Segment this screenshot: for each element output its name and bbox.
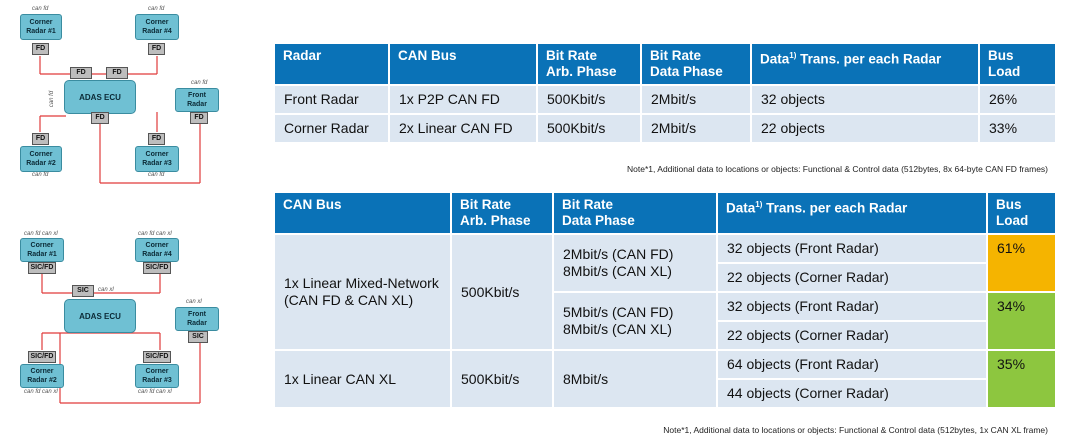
can-fd-xl-logo: can fd can xl	[138, 389, 172, 395]
fd-port: FD	[190, 112, 208, 124]
arb-rate-cell: 500Kbit/s	[451, 350, 553, 408]
can-fd-logo: can fd	[49, 90, 56, 108]
node-label: Corner	[30, 368, 54, 375]
col-header-data-phase: Bit Rate Data Phase	[553, 193, 717, 234]
corner-radar-1-node	[20, 238, 64, 262]
arb-rate-cell: 500Kbit/s	[451, 234, 553, 350]
adas-ecu-node	[64, 299, 136, 333]
front-radar-node	[175, 88, 219, 112]
col-header-data-trans: Data$^{1)}$ Trans. per each Radar	[717, 193, 987, 234]
ecu-label: ADAS ECU	[79, 92, 121, 102]
sic-port: SIC	[188, 331, 208, 343]
bus-load-cell: 34%	[987, 292, 1056, 350]
corner-radar-3-node	[135, 364, 179, 388]
trans-cell: 22 objects	[751, 114, 979, 143]
front-radar-node	[175, 307, 219, 331]
fd-port: FD	[148, 133, 165, 145]
data-rate-cell: 5Mbit/s (CAN FD) 8Mbit/s (CAN XL)	[553, 292, 717, 350]
can-fd-logo: can fd	[148, 172, 165, 178]
node-label: Radar #2	[27, 377, 57, 384]
table-row	[275, 85, 1056, 114]
node-label: Radar	[187, 101, 207, 108]
adas-ecu-node	[64, 80, 136, 114]
can-bus-cell: 1x Linear CAN XL	[275, 350, 451, 408]
trans-cell: 22 objects (Corner Radar)	[717, 321, 987, 350]
table1-footnote: Note*1, Additional data to locations or objects: Functional & Control data (512bytes, 8x 64-byte CAN FD frames)	[627, 164, 1048, 174]
node-label: Radar #4	[142, 28, 172, 35]
bus-load-cell: 61%	[987, 234, 1056, 292]
table2-footnote: Note*1, Additional data to locations or objects: Functional & Control data (512bytes, 1x CAN XL frame)	[663, 425, 1048, 435]
table-row	[275, 234, 1056, 263]
can-fd-logo: can fd	[32, 172, 49, 178]
trans-cell: 64 objects (Front Radar)	[717, 350, 987, 379]
can-fd-topology-diagram	[0, 0, 260, 190]
can-fd-logo: can fd	[32, 6, 49, 12]
can-bus-cell: 1x Linear Mixed-Network (CAN FD & CAN XL)	[275, 234, 451, 350]
can-fd-logo: can fd	[191, 80, 208, 86]
col-header-arb-phase: Bit Rate Arb. Phase	[451, 193, 553, 234]
node-label: Front	[188, 311, 206, 318]
data-rate-cell: 2Mbit/s	[641, 114, 751, 143]
col-header-can-bus: CAN Bus	[275, 193, 451, 234]
can-fd-xl-logo: can fd can xl	[138, 231, 172, 237]
can-bus-cell: 2x Linear CAN FD	[389, 114, 537, 143]
col-header-radar: Radar	[275, 44, 389, 85]
node-label: Corner	[145, 242, 169, 249]
corner-radar-4-node	[135, 14, 179, 40]
sic-port: SIC	[72, 285, 94, 297]
trans-cell: 32 objects (Front Radar)	[717, 292, 987, 321]
node-label: Corner	[29, 151, 53, 158]
corner-radar-2-node	[20, 146, 62, 172]
sic-fd-port: SIC/FD	[28, 262, 56, 274]
can-xl-topology-diagram	[0, 225, 260, 410]
fd-port: FD	[32, 133, 49, 145]
table-header-row	[275, 193, 1056, 234]
col-header-data-phase: Bit Rate Data Phase	[641, 44, 751, 85]
data-rate-cell: 2Mbit/s (CAN FD) 8Mbit/s (CAN XL)	[553, 234, 717, 292]
node-label: Radar #3	[142, 160, 172, 167]
sic-fd-port: SIC/FD	[143, 262, 171, 274]
node-label: Radar #1	[26, 28, 56, 35]
table-row	[275, 114, 1056, 143]
node-label: Front	[188, 92, 206, 99]
arb-rate-cell: 500Kbit/s	[537, 114, 641, 143]
col-header-bus-load: Bus Load	[979, 44, 1056, 85]
sic-fd-port: SIC/FD	[143, 351, 171, 363]
radar-cell: Front Radar	[275, 85, 389, 114]
node-label: Radar	[187, 320, 207, 327]
corner-radar-2-node	[20, 364, 64, 388]
bus-load-cell: 35%	[987, 350, 1056, 408]
node-label: Radar #4	[142, 251, 172, 258]
node-label: Corner	[30, 242, 54, 249]
can-fd-bus-load-table	[275, 44, 1057, 144]
col-header-bus-load: Bus Load	[987, 193, 1056, 234]
fd-port: FD	[70, 67, 92, 79]
fd-port: FD	[32, 43, 49, 55]
sic-fd-port: SIC/FD	[28, 351, 56, 363]
data-rate-cell: 2Mbit/s	[641, 85, 751, 114]
ecu-label: ADAS ECU	[79, 311, 121, 321]
node-label: Corner	[145, 368, 169, 375]
corner-radar-3-node	[135, 146, 179, 172]
arb-rate-cell: 500Kbit/s	[537, 85, 641, 114]
trans-cell: 32 objects (Front Radar)	[717, 234, 987, 263]
fd-port: FD	[106, 67, 128, 79]
radar-cell: Corner Radar	[275, 114, 389, 143]
node-label: Radar #1	[27, 251, 57, 258]
col-header-data-trans: Data$^{1)}$ Trans. per each Radar	[751, 44, 979, 85]
trans-cell: 32 objects	[751, 85, 979, 114]
node-label: Corner	[29, 19, 53, 26]
node-label: Radar #3	[142, 377, 172, 384]
node-label: Corner	[145, 151, 169, 158]
can-xl-bus-load-table	[275, 193, 1057, 409]
trans-cell: 44 objects (Corner Radar)	[717, 379, 987, 408]
trans-cell: 22 objects (Corner Radar)	[717, 263, 987, 292]
can-xl-logo: can xl	[186, 299, 202, 305]
can-xl-logo: can xl	[98, 287, 114, 293]
can-fd-xl-logo: can fd can xl	[24, 231, 58, 237]
bus-load-cell: 26%	[979, 85, 1056, 114]
can-fd-xl-logo: can fd can xl	[24, 389, 58, 395]
fd-port: FD	[148, 43, 165, 55]
node-label: Radar #2	[26, 160, 56, 167]
col-header-can-bus: CAN Bus	[389, 44, 537, 85]
bus-load-cell: 33%	[979, 114, 1056, 143]
fd-port: FD	[91, 112, 109, 124]
can-bus-cell: 1x P2P CAN FD	[389, 85, 537, 114]
col-header-arb-phase: Bit Rate Arb. Phase	[537, 44, 641, 85]
corner-radar-1-node	[20, 14, 62, 40]
table-header-row	[275, 44, 1056, 85]
data-rate-cell: 8Mbit/s	[553, 350, 717, 408]
node-label: Corner	[145, 19, 169, 26]
can-fd-logo: can fd	[148, 6, 165, 12]
table-row	[275, 350, 1056, 379]
corner-radar-4-node	[135, 238, 179, 262]
